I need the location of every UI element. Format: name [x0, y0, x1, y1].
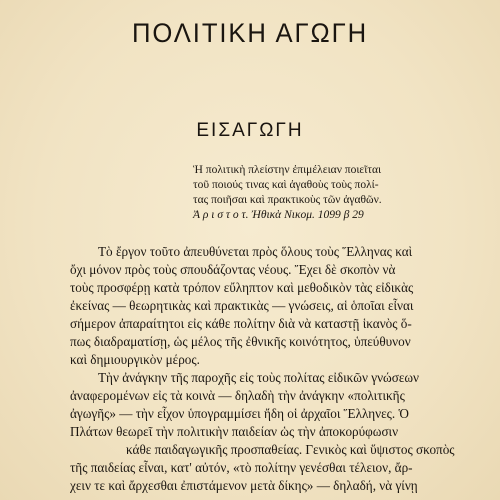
- text-line: ἀγωγῆς» — τὴν εἶχον ὑπογραμμίσει ἤδη οἱ ἀρχαῖοι Ἕλληνες. Ὁ: [70, 406, 409, 421]
- text-line: Τὸ ἔργον τοῦτο ἀπευθύνεται πρὸς ὅλους τοὺς Ἕλληνας καὶ: [98, 244, 413, 259]
- body-text: [70, 243, 474, 495]
- text-line: χειν τε καὶ ἄρχεσθαι ἐπιστάμενον μετὰ δίκης» — δηλαδή, νὰ γίνῃ: [70, 478, 418, 493]
- book-title: ΠΟΛΙΤΙΚΗ ΑΓΩΓΗ: [131, 18, 369, 48]
- epigraph-line: τοῦ ποιούς τινας καὶ ἀγαθοὺς τοὺς πολί-: [193, 179, 379, 191]
- text-line: ἐκείνας — θεωρητικὰς καὶ πρακτικὰς — γνώσεις, αἱ ὁποῖαι εἶναι: [70, 298, 414, 313]
- epigraph-citation: Ἀ ρ ι σ τ ο τ. Ἠθικὰ Νικομ. 1099 β 29: [193, 209, 364, 221]
- text-line: ἀναφερομένων εἰς τὰ κοινὰ — δηλαδὴ τὴν ἀνάγκην «πολιτικῆς: [70, 388, 405, 403]
- epigraph: [193, 163, 473, 223]
- text-line: Πλάτων θεωρεῖ τὴν πολιτικὴν παιδείαν ὡς τὴν ἀποκορύφωσιν: [70, 424, 399, 439]
- epigraph-line: Ἡ πολιτικὴ πλείστην ἐπιμέλειαν ποιεῖται: [193, 164, 382, 176]
- text-line: τῆς παιδείας εἶναι, κατ' αὐτόν, «τὸ πολίτην γενέσθαι τέλειον, ἄρ-: [70, 460, 413, 475]
- text-line: Τὴν ἀνάγκην τῆς παροχῆς εἰς τοὺς πολίτας εἰδικῶν γνώσεων: [98, 370, 420, 385]
- text-line: πως διαδραματίσῃ, ὡς μέλος τῆς ἐθνικῆς κοινότητος, ὑπεύθυνον: [70, 334, 411, 349]
- paragraph: [70, 243, 474, 369]
- text-line: κάθε παιδαγωγικῆς προσπαθείας. Γενικὸς καὶ ὕψιστος σκοπὸς: [126, 442, 455, 457]
- text-line: σήμερον ἀπαραίτητοι εἰς κάθε πολίτην διὰ νὰ καταστῇ ἱκανὸς ὅ-: [70, 316, 412, 331]
- text-line: τοὺς προσφέρῃ κατὰ τρόπον εὔληπτον καὶ μεθοδικὸν τὰς εἰδικὰς: [70, 280, 414, 295]
- paragraph: [70, 369, 474, 495]
- section-title: ΕΙΣΑΓΩΓΗ: [196, 120, 304, 141]
- epigraph-line: τας ποιῆσαι καὶ πρακτικοὺς τῶν ἀγαθῶν.: [193, 194, 382, 206]
- text-line: ὄχι μόνον πρὸς τοὺς σπουδάζοντας νέους. Ἔχει δὲ σκοπὸν νὰ: [70, 262, 396, 277]
- text-line: καὶ δημιουργικὸν μέρος.: [70, 352, 200, 367]
